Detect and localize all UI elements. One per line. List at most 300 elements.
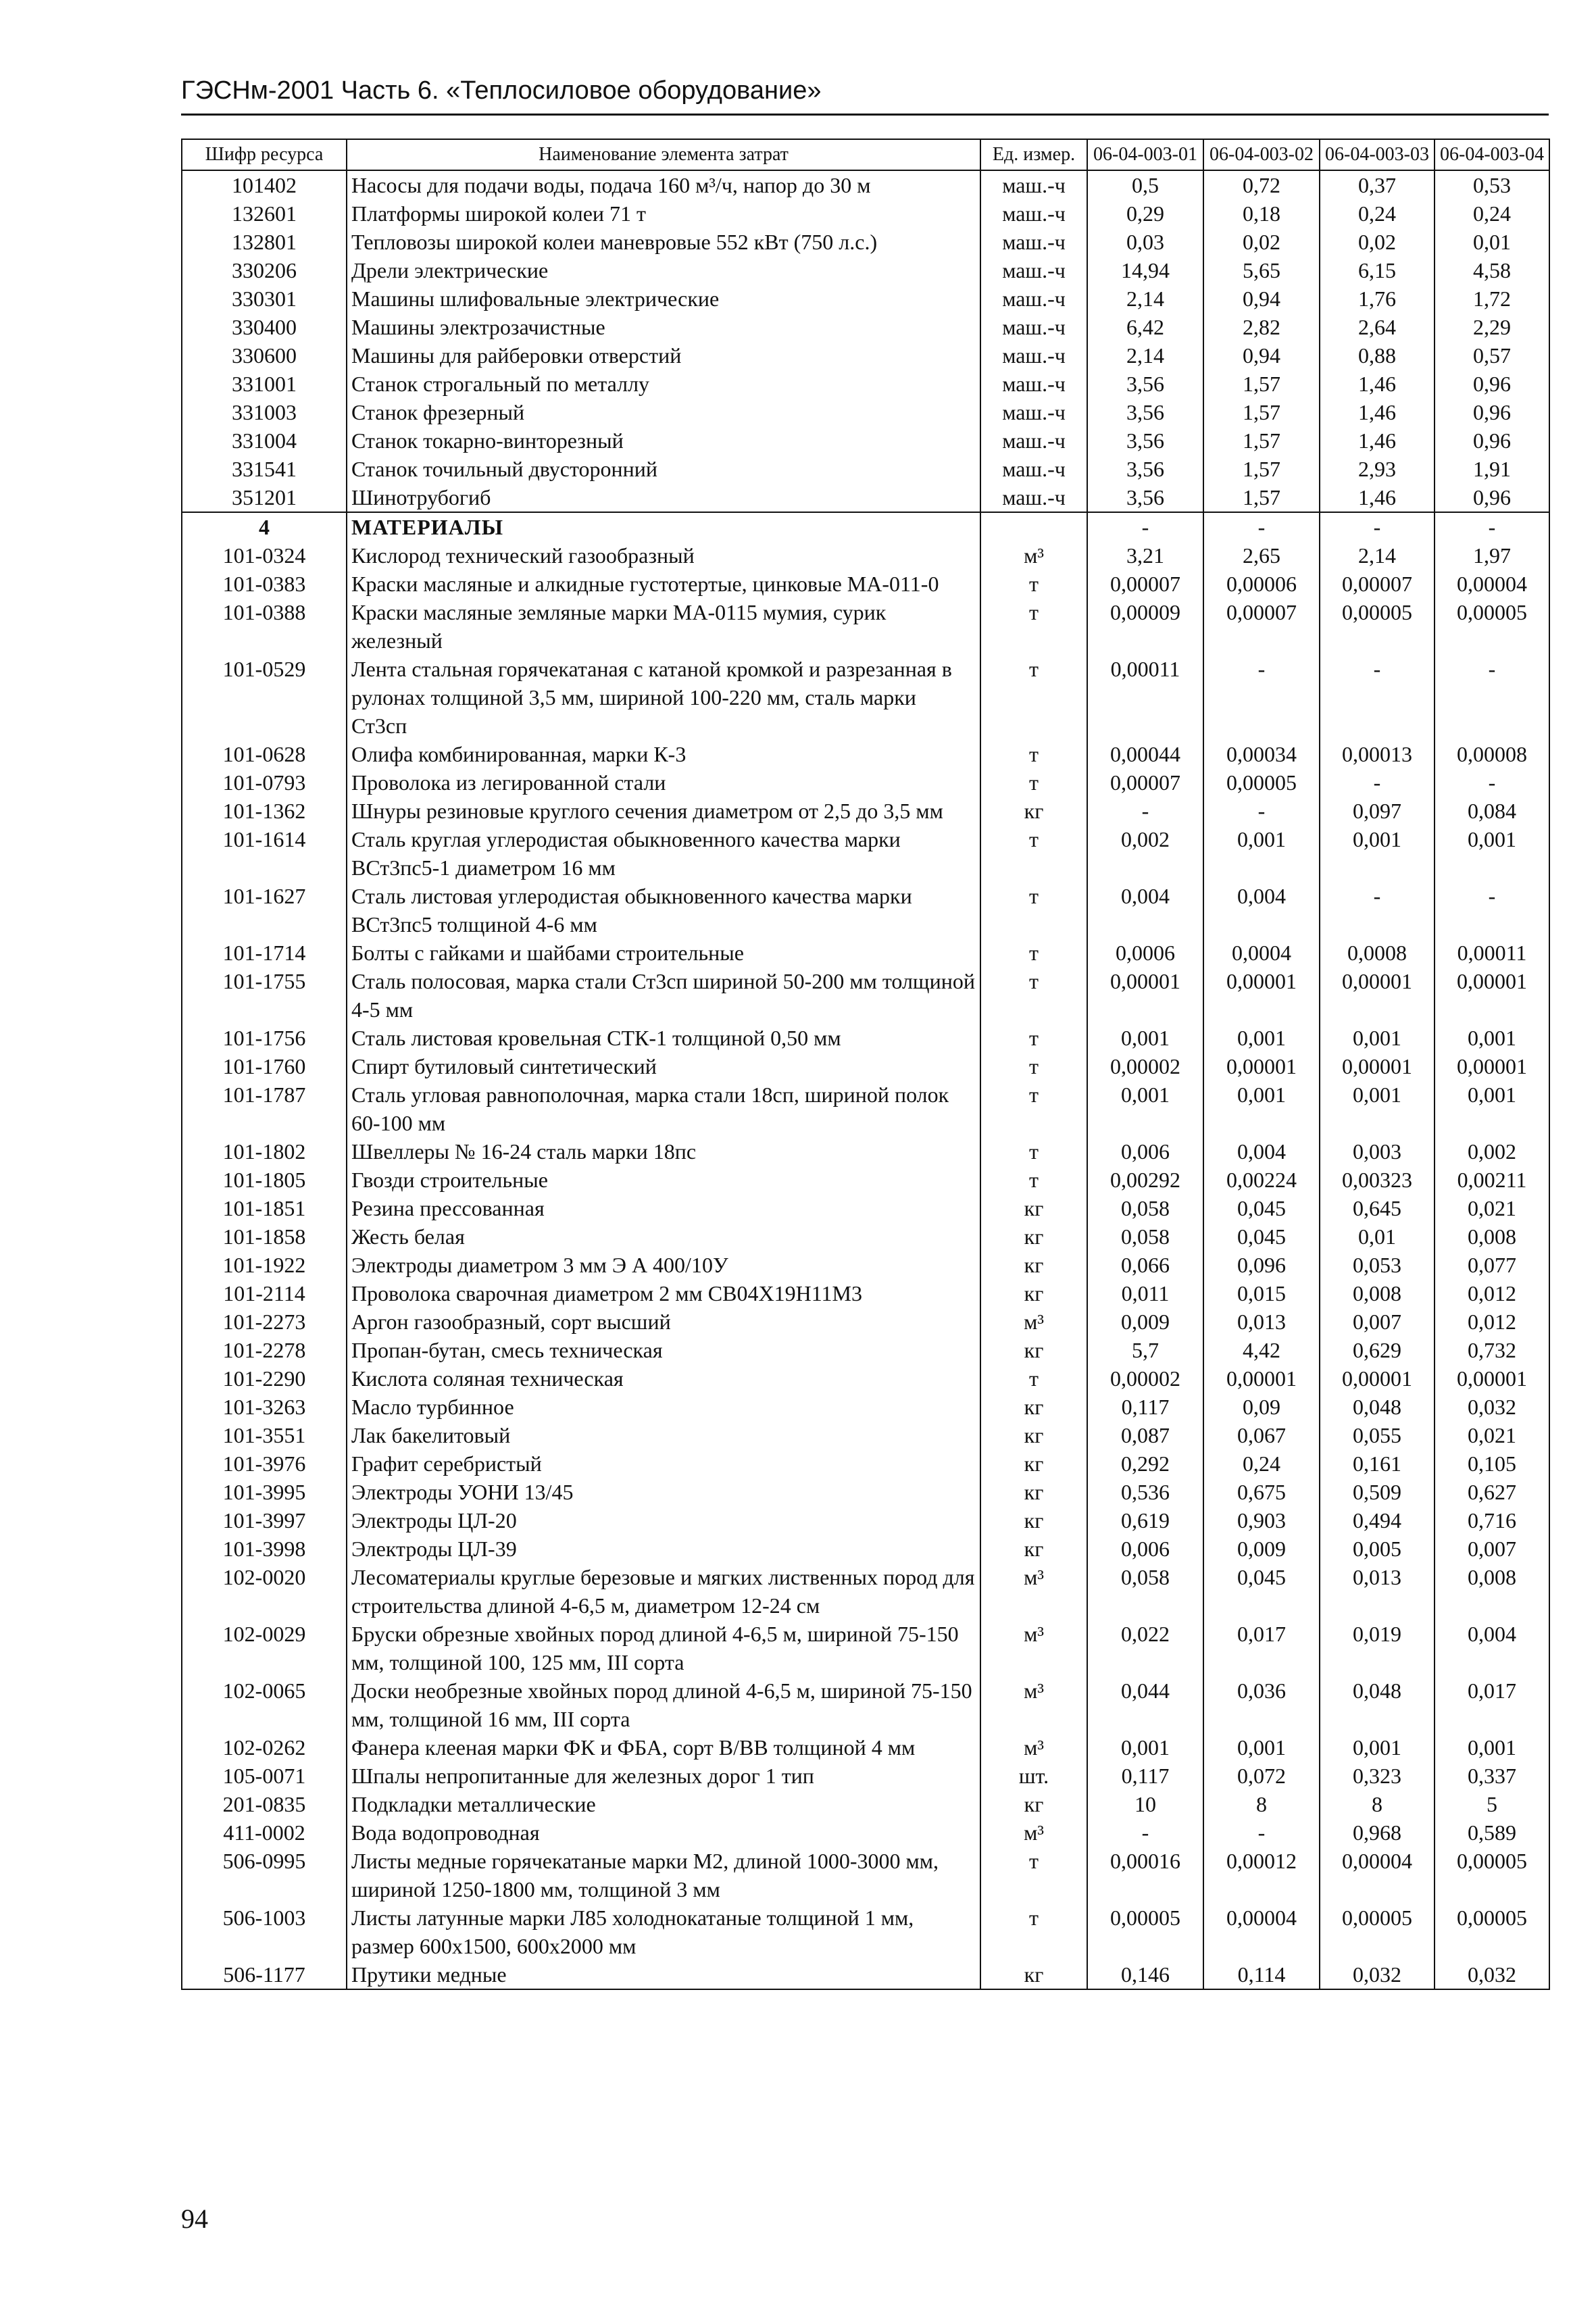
cell-unit: кг xyxy=(980,1222,1087,1251)
cell-unit: кг xyxy=(980,1449,1087,1478)
cell-rate-02: 0,004 xyxy=(1203,1137,1320,1166)
cell-name: Листы медные горячекатаные марки М2, длиной 1000-3000 мм, шириной 1250-1800 мм, толщиной 3 мм xyxy=(347,1847,980,1903)
table-row xyxy=(182,199,1549,228)
cell-rate-02: 0,017 xyxy=(1203,1620,1320,1676)
cell-unit: т xyxy=(980,1364,1087,1393)
cell-rate-04: 0,001 xyxy=(1435,1733,1549,1762)
cell-rate-04: 0,012 xyxy=(1435,1308,1549,1336)
cell-rate-02: 0,903 xyxy=(1203,1506,1320,1535)
cell-rate-03: 1,46 xyxy=(1320,426,1435,455)
cell-rate-04: 0,008 xyxy=(1435,1222,1549,1251)
cell-name: Лесоматериалы круглые березовые и мягких лиственных пород для строительства длиной 4-6,5 м, диаметром 12-24 см xyxy=(347,1563,980,1620)
cell-rate-01: 0,00005 xyxy=(1087,1903,1203,1960)
cell-unit: маш.-ч xyxy=(980,398,1087,426)
cell-code: 101-1362 xyxy=(182,797,347,825)
cell-code: 101-1805 xyxy=(182,1166,347,1194)
cell-rate-03: 0,88 xyxy=(1320,341,1435,370)
cell-rate-01: 0,5 xyxy=(1087,170,1203,199)
cell-rate-01: 0,011 xyxy=(1087,1279,1203,1308)
cell-rate-01: 0,058 xyxy=(1087,1222,1203,1251)
cell-name: Станок фрезерный xyxy=(347,398,980,426)
cell-rate-04: 0,001 xyxy=(1435,1024,1549,1052)
cell-code: 101-0388 xyxy=(182,598,347,655)
cell-name: Электроды ЦЛ-20 xyxy=(347,1506,980,1535)
cell-rate-02: 0,001 xyxy=(1203,1733,1320,1762)
cell-name: Электроды УОНИ 13/45 xyxy=(347,1478,980,1506)
table-row xyxy=(182,313,1549,341)
cell-name: Лак бакелитовый xyxy=(347,1421,980,1449)
cell-name: Шпалы непропитанные для железных дорог 1 тип xyxy=(347,1762,980,1790)
cell-rate-03: 0,00001 xyxy=(1320,1052,1435,1080)
cell-rate-03: 0,001 xyxy=(1320,1024,1435,1052)
cell-name: Графит серебристый xyxy=(347,1449,980,1478)
cell-rate-03: 0,00013 xyxy=(1320,740,1435,768)
cell-code: 102-0065 xyxy=(182,1676,347,1733)
cell-rate-01: 0,022 xyxy=(1087,1620,1203,1676)
cell-unit xyxy=(980,512,1087,541)
cell-rate-03: 0,007 xyxy=(1320,1308,1435,1336)
table-row xyxy=(182,455,1549,483)
cell-rate-04: 0,96 xyxy=(1435,426,1549,455)
cell-rate-03: 0,00005 xyxy=(1320,1903,1435,1960)
cell-rate-04: 4,58 xyxy=(1435,256,1549,284)
cell-unit: кг xyxy=(980,1393,1087,1421)
cell-unit: т xyxy=(980,1847,1087,1903)
cell-rate-01: 0,002 xyxy=(1087,825,1203,882)
cell-rate-01: 0,006 xyxy=(1087,1137,1203,1166)
cell-name: Тепловозы широкой колеи маневровые 552 кВт (750 л.с.) xyxy=(347,228,980,256)
cell-rate-04: 2,29 xyxy=(1435,313,1549,341)
cell-code: 101-2278 xyxy=(182,1336,347,1364)
cell-rate-02: 0,009 xyxy=(1203,1535,1320,1563)
cell-unit: т xyxy=(980,768,1087,797)
table-row xyxy=(182,1024,1549,1052)
cell-rate-03: 0,00001 xyxy=(1320,967,1435,1024)
cell-rate-01: 0,292 xyxy=(1087,1449,1203,1478)
cell-rate-02: 1,57 xyxy=(1203,426,1320,455)
cell-rate-01: - xyxy=(1087,512,1203,541)
cell-rate-02: 0,001 xyxy=(1203,1024,1320,1052)
cell-unit: маш.-ч xyxy=(980,170,1087,199)
cell-rate-02: 0,00224 xyxy=(1203,1166,1320,1194)
cell-unit: м³ xyxy=(980,541,1087,570)
cell-rate-02: 2,65 xyxy=(1203,541,1320,570)
column-header-rate-04: 06-04-003-04 xyxy=(1435,139,1549,170)
cell-code: 101-3976 xyxy=(182,1449,347,1478)
cell-unit: маш.-ч xyxy=(980,426,1087,455)
cell-name: Дрели электрические xyxy=(347,256,980,284)
cell-rate-04: 0,008 xyxy=(1435,1563,1549,1620)
cell-code: 101402 xyxy=(182,170,347,199)
cell-rate-02: 0,00001 xyxy=(1203,1364,1320,1393)
cell-name: Шинотрубогиб xyxy=(347,483,980,512)
cell-rate-04: 0,002 xyxy=(1435,1137,1549,1166)
cell-rate-02: 0,001 xyxy=(1203,825,1320,882)
cell-rate-04: 0,716 xyxy=(1435,1506,1549,1535)
cell-unit: кг xyxy=(980,1194,1087,1222)
cell-rate-02: 0,02 xyxy=(1203,228,1320,256)
cell-rate-02: 0,00001 xyxy=(1203,1052,1320,1080)
cell-code: 351201 xyxy=(182,483,347,512)
cell-rate-01: 0,00016 xyxy=(1087,1847,1203,1903)
cell-unit: м³ xyxy=(980,1818,1087,1847)
cell-rate-03: 0,005 xyxy=(1320,1535,1435,1563)
cell-rate-01: 0,044 xyxy=(1087,1676,1203,1733)
cell-rate-03: 0,055 xyxy=(1320,1421,1435,1449)
cell-rate-04: 0,24 xyxy=(1435,199,1549,228)
cell-rate-02: 0,94 xyxy=(1203,284,1320,313)
cell-rate-02: 0,18 xyxy=(1203,199,1320,228)
cell-code: 132601 xyxy=(182,199,347,228)
cell-unit: маш.-ч xyxy=(980,483,1087,512)
cell-rate-02: - xyxy=(1203,512,1320,541)
cell-unit: м³ xyxy=(980,1676,1087,1733)
cell-rate-01: 0,00007 xyxy=(1087,570,1203,598)
cell-rate-01: 0,00001 xyxy=(1087,967,1203,1024)
table-row xyxy=(182,1790,1549,1818)
cell-rate-02: 0,675 xyxy=(1203,1478,1320,1506)
cell-rate-01: 0,001 xyxy=(1087,1024,1203,1052)
cell-rate-02: 0,045 xyxy=(1203,1563,1320,1620)
cell-unit: т xyxy=(980,598,1087,655)
cell-code: 331541 xyxy=(182,455,347,483)
cell-code: 101-0793 xyxy=(182,768,347,797)
cell-rate-04: 0,001 xyxy=(1435,825,1549,882)
cell-name: Платформы широкой колеи 71 т xyxy=(347,199,980,228)
cell-name: Резина прессованная xyxy=(347,1194,980,1222)
cell-rate-04: 0,001 xyxy=(1435,1080,1549,1137)
table-row xyxy=(182,256,1549,284)
cell-code: 330400 xyxy=(182,313,347,341)
cell-name: Сталь листовая кровельная СТК-1 толщиной 0,50 мм xyxy=(347,1024,980,1052)
cell-rate-01: 0,066 xyxy=(1087,1251,1203,1279)
cell-rate-02: 1,57 xyxy=(1203,370,1320,398)
cell-rate-01: 0,087 xyxy=(1087,1421,1203,1449)
cell-rate-01: 2,14 xyxy=(1087,341,1203,370)
column-header-rate-02: 06-04-003-02 xyxy=(1203,139,1320,170)
cell-rate-04: 0,012 xyxy=(1435,1279,1549,1308)
cell-name: Масло турбинное xyxy=(347,1393,980,1421)
cell-rate-02: 0,0004 xyxy=(1203,939,1320,967)
cell-code: 101-1802 xyxy=(182,1137,347,1166)
cell-rate-03: 1,46 xyxy=(1320,398,1435,426)
cell-name: Станок строгальный по металлу xyxy=(347,370,980,398)
table-row xyxy=(182,1620,1549,1676)
cell-rate-03: 0,053 xyxy=(1320,1251,1435,1279)
cell-rate-03: 0,629 xyxy=(1320,1336,1435,1364)
cell-name: Станок токарно-винторезный xyxy=(347,426,980,455)
cell-rate-04: - xyxy=(1435,882,1549,939)
cell-rate-01: 3,56 xyxy=(1087,483,1203,512)
column-header-rate-01: 06-04-003-01 xyxy=(1087,139,1203,170)
cell-name: Олифа комбинированная, марки К-3 xyxy=(347,740,980,768)
cell-name: Краски масляные земляные марки МА-0115 мумия, сурик железный xyxy=(347,598,980,655)
cell-unit: м³ xyxy=(980,1733,1087,1762)
cell-rate-02: 0,036 xyxy=(1203,1676,1320,1733)
cell-code: 101-0628 xyxy=(182,740,347,768)
cell-rate-04: 0,589 xyxy=(1435,1818,1549,1847)
table-row xyxy=(182,1563,1549,1620)
cell-code: 331004 xyxy=(182,426,347,455)
table-row xyxy=(182,1137,1549,1166)
table-row xyxy=(182,768,1549,797)
cell-rate-04: 0,00005 xyxy=(1435,1903,1549,1960)
column-header-code: Шифр ресурса xyxy=(182,139,347,170)
cell-name: Сталь круглая углеродистая обыкновенного качества марки ВСт3пс5-1 диаметром 16 мм xyxy=(347,825,980,882)
cell-code: 101-1627 xyxy=(182,882,347,939)
cell-rate-03: 2,14 xyxy=(1320,541,1435,570)
cell-rate-03: - xyxy=(1320,512,1435,541)
cell-rate-01: 0,00002 xyxy=(1087,1364,1203,1393)
cell-name: Машины шлифовальные электрические xyxy=(347,284,980,313)
cell-unit: т xyxy=(980,1903,1087,1960)
table-row xyxy=(182,598,1549,655)
cell-rate-03: 0,00323 xyxy=(1320,1166,1435,1194)
cell-name: Сталь угловая равнополочная, марка стали 18сп, шириной полок 60-100 мм xyxy=(347,1080,980,1137)
cell-name: Аргон газообразный, сорт высший xyxy=(347,1308,980,1336)
cell-rate-01: 14,94 xyxy=(1087,256,1203,284)
cell-rate-02: 4,42 xyxy=(1203,1336,1320,1364)
table-row xyxy=(182,1279,1549,1308)
cell-unit: маш.-ч xyxy=(980,199,1087,228)
cell-code: 101-0324 xyxy=(182,541,347,570)
table-row xyxy=(182,1336,1549,1364)
cell-rate-01: 0,146 xyxy=(1087,1960,1203,1989)
table-row xyxy=(182,1818,1549,1847)
cell-rate-03: 0,323 xyxy=(1320,1762,1435,1790)
cell-unit: т xyxy=(980,1080,1087,1137)
cell-name: Прутики медные xyxy=(347,1960,980,1989)
cell-code: 101-3995 xyxy=(182,1478,347,1506)
cell-rate-01: 3,56 xyxy=(1087,370,1203,398)
cell-rate-01: 10 xyxy=(1087,1790,1203,1818)
cell-rate-03: 6,15 xyxy=(1320,256,1435,284)
cell-rate-01: 2,14 xyxy=(1087,284,1203,313)
cell-rate-04: 0,00004 xyxy=(1435,570,1549,598)
cell-rate-04: 0,00001 xyxy=(1435,967,1549,1024)
cell-rate-04: 0,021 xyxy=(1435,1194,1549,1222)
column-header-rate-03: 06-04-003-03 xyxy=(1320,139,1435,170)
cell-name: Кислота соляная техническая xyxy=(347,1364,980,1393)
cell-rate-03: 2,64 xyxy=(1320,313,1435,341)
cell-unit: маш.-ч xyxy=(980,455,1087,483)
cell-name: Проволока сварочная диаметром 2 мм СВ04Х19Н11М3 xyxy=(347,1279,980,1308)
cell-name: Шнуры резиновые круглого сечения диаметром от 2,5 до 3,5 мм xyxy=(347,797,980,825)
table-row xyxy=(182,1535,1549,1563)
cell-rate-02: 0,013 xyxy=(1203,1308,1320,1336)
cell-rate-03: 0,032 xyxy=(1320,1960,1435,1989)
table-row xyxy=(182,398,1549,426)
cell-rate-01: 0,00002 xyxy=(1087,1052,1203,1080)
cell-rate-03: 0,645 xyxy=(1320,1194,1435,1222)
cell-rate-02: 0,067 xyxy=(1203,1421,1320,1449)
cell-code: 132801 xyxy=(182,228,347,256)
cell-unit: кг xyxy=(980,1535,1087,1563)
cell-rate-01: 0,006 xyxy=(1087,1535,1203,1563)
table-row xyxy=(182,1052,1549,1080)
cell-unit: шт. xyxy=(980,1762,1087,1790)
cell-code: 506-0995 xyxy=(182,1847,347,1903)
cell-rate-04: 1,72 xyxy=(1435,284,1549,313)
cell-unit: м³ xyxy=(980,1308,1087,1336)
cell-code: 101-1787 xyxy=(182,1080,347,1137)
cell-code: 101-3551 xyxy=(182,1421,347,1449)
table-header-row xyxy=(182,139,1549,170)
page-number: 94 xyxy=(181,2204,208,2234)
cell-unit: м³ xyxy=(980,1620,1087,1676)
table-row xyxy=(182,284,1549,313)
cell-rate-02: 0,114 xyxy=(1203,1960,1320,1989)
cell-rate-02: 1,57 xyxy=(1203,483,1320,512)
cell-code: 102-0262 xyxy=(182,1733,347,1762)
cell-rate-01: 0,619 xyxy=(1087,1506,1203,1535)
cell-code: 101-3263 xyxy=(182,1393,347,1421)
table-row xyxy=(182,1506,1549,1535)
cell-rate-04: - xyxy=(1435,655,1549,740)
table-row xyxy=(182,740,1549,768)
cell-rate-04: - xyxy=(1435,512,1549,541)
cell-unit: т xyxy=(980,1137,1087,1166)
cell-unit: кг xyxy=(980,1336,1087,1364)
cell-rate-03: 0,00001 xyxy=(1320,1364,1435,1393)
cell-rate-04: 0,732 xyxy=(1435,1336,1549,1364)
cell-name: Подкладки металлические xyxy=(347,1790,980,1818)
cell-rate-03: 0,161 xyxy=(1320,1449,1435,1478)
cell-rate-04: 0,53 xyxy=(1435,170,1549,199)
cell-rate-04: 1,97 xyxy=(1435,541,1549,570)
cell-name: Гвозди строительные xyxy=(347,1166,980,1194)
table-row xyxy=(182,939,1549,967)
cell-code: 330301 xyxy=(182,284,347,313)
cell-rate-01: 0,117 xyxy=(1087,1762,1203,1790)
table-row xyxy=(182,570,1549,598)
cell-rate-03: 8 xyxy=(1320,1790,1435,1818)
cell-rate-02: 0,045 xyxy=(1203,1222,1320,1251)
cell-rate-02: 0,00001 xyxy=(1203,967,1320,1024)
cell-unit: м³ xyxy=(980,1563,1087,1620)
cell-rate-04: 0,00011 xyxy=(1435,939,1549,967)
table-row xyxy=(182,370,1549,398)
cell-unit: т xyxy=(980,1166,1087,1194)
cell-name: Лента стальная горячекатаная с катаной кромкой и разрезанная в рулонах толщиной 3,5 мм, шириной 100-220 мм, сталь марки Ст3сп xyxy=(347,655,980,740)
cell-rate-01: 0,536 xyxy=(1087,1478,1203,1506)
table-row xyxy=(182,1222,1549,1251)
cell-unit: кг xyxy=(980,1790,1087,1818)
cell-rate-03: - xyxy=(1320,768,1435,797)
cell-rate-02: 0,00007 xyxy=(1203,598,1320,655)
cell-rate-03: 0,048 xyxy=(1320,1393,1435,1421)
cell-rate-01: - xyxy=(1087,1818,1203,1847)
cell-unit: кг xyxy=(980,1960,1087,1989)
table-row xyxy=(182,967,1549,1024)
table-row xyxy=(182,1762,1549,1790)
resource-table xyxy=(181,139,1550,1990)
cell-rate-04: 0,96 xyxy=(1435,483,1549,512)
cell-rate-01: 0,0006 xyxy=(1087,939,1203,967)
cell-code: 102-0020 xyxy=(182,1563,347,1620)
table-row xyxy=(182,1393,1549,1421)
cell-rate-03: 0,00007 xyxy=(1320,570,1435,598)
cell-rate-03: 0,00005 xyxy=(1320,598,1435,655)
cell-rate-01: 0,29 xyxy=(1087,199,1203,228)
cell-unit: т xyxy=(980,825,1087,882)
cell-rate-03: 0,494 xyxy=(1320,1506,1435,1535)
cell-code: 4 xyxy=(182,512,347,541)
cell-name: Сталь полосовая, марка стали Ст3сп шириной 50-200 мм толщиной 4-5 мм xyxy=(347,967,980,1024)
cell-rate-01: 0,001 xyxy=(1087,1733,1203,1762)
cell-unit: т xyxy=(980,570,1087,598)
table-row xyxy=(182,1080,1549,1137)
cell-rate-04: 0,017 xyxy=(1435,1676,1549,1733)
page-header: ГЭСНм-2001 Часть 6. «Теплосиловое оборудование» xyxy=(181,76,1549,116)
cell-unit: маш.-ч xyxy=(980,341,1087,370)
cell-rate-02: - xyxy=(1203,797,1320,825)
cell-unit: кг xyxy=(980,1279,1087,1308)
cell-code: 101-1851 xyxy=(182,1194,347,1222)
cell-code: 506-1177 xyxy=(182,1960,347,1989)
cell-name: Станок точильный двусторонний xyxy=(347,455,980,483)
column-header-name: Наименование элемента затрат xyxy=(347,139,980,170)
cell-rate-04: 0,077 xyxy=(1435,1251,1549,1279)
cell-code: 102-0029 xyxy=(182,1620,347,1676)
cell-rate-02: 0,072 xyxy=(1203,1762,1320,1790)
cell-rate-04: 0,00005 xyxy=(1435,598,1549,655)
cell-code: 411-0002 xyxy=(182,1818,347,1847)
cell-rate-04: 0,004 xyxy=(1435,1620,1549,1676)
cell-rate-03: 0,019 xyxy=(1320,1620,1435,1676)
table-row xyxy=(182,1166,1549,1194)
cell-code: 101-3998 xyxy=(182,1535,347,1563)
cell-code: 101-1755 xyxy=(182,967,347,1024)
cell-rate-04: 0,007 xyxy=(1435,1535,1549,1563)
cell-rate-01: 0,009 xyxy=(1087,1308,1203,1336)
cell-rate-02: 0,00005 xyxy=(1203,768,1320,797)
cell-rate-01: - xyxy=(1087,797,1203,825)
cell-name: Машины для райберовки отверстий xyxy=(347,341,980,370)
cell-rate-01: 0,03 xyxy=(1087,228,1203,256)
cell-rate-01: 3,56 xyxy=(1087,455,1203,483)
cell-rate-02: 1,57 xyxy=(1203,455,1320,483)
cell-rate-02: 5,65 xyxy=(1203,256,1320,284)
cell-unit: т xyxy=(980,1052,1087,1080)
cell-unit: т xyxy=(980,740,1087,768)
cell-code: 101-3997 xyxy=(182,1506,347,1535)
cell-rate-02: 0,096 xyxy=(1203,1251,1320,1279)
cell-unit: кг xyxy=(980,1251,1087,1279)
cell-rate-02: 0,09 xyxy=(1203,1393,1320,1421)
table-row xyxy=(182,483,1549,512)
cell-code: 201-0835 xyxy=(182,1790,347,1818)
cell-unit: маш.-ч xyxy=(980,313,1087,341)
cell-rate-01: 0,00044 xyxy=(1087,740,1203,768)
cell-name: Краски масляные и алкидные густотертые, цинковые МА-011-0 xyxy=(347,570,980,598)
cell-rate-04: 1,91 xyxy=(1435,455,1549,483)
table-row xyxy=(182,1733,1549,1762)
cell-rate-04: 5 xyxy=(1435,1790,1549,1818)
cell-code: 330600 xyxy=(182,341,347,370)
table-row xyxy=(182,882,1549,939)
cell-rate-04: - xyxy=(1435,768,1549,797)
cell-rate-04: 0,032 xyxy=(1435,1393,1549,1421)
cell-rate-04: 0,00001 xyxy=(1435,1052,1549,1080)
cell-unit: т xyxy=(980,939,1087,967)
table-row xyxy=(182,1847,1549,1903)
cell-rate-04: 0,01 xyxy=(1435,228,1549,256)
table-row xyxy=(182,825,1549,882)
cell-code: 101-1614 xyxy=(182,825,347,882)
cell-code: 101-0529 xyxy=(182,655,347,740)
cell-rate-04: 0,627 xyxy=(1435,1478,1549,1506)
